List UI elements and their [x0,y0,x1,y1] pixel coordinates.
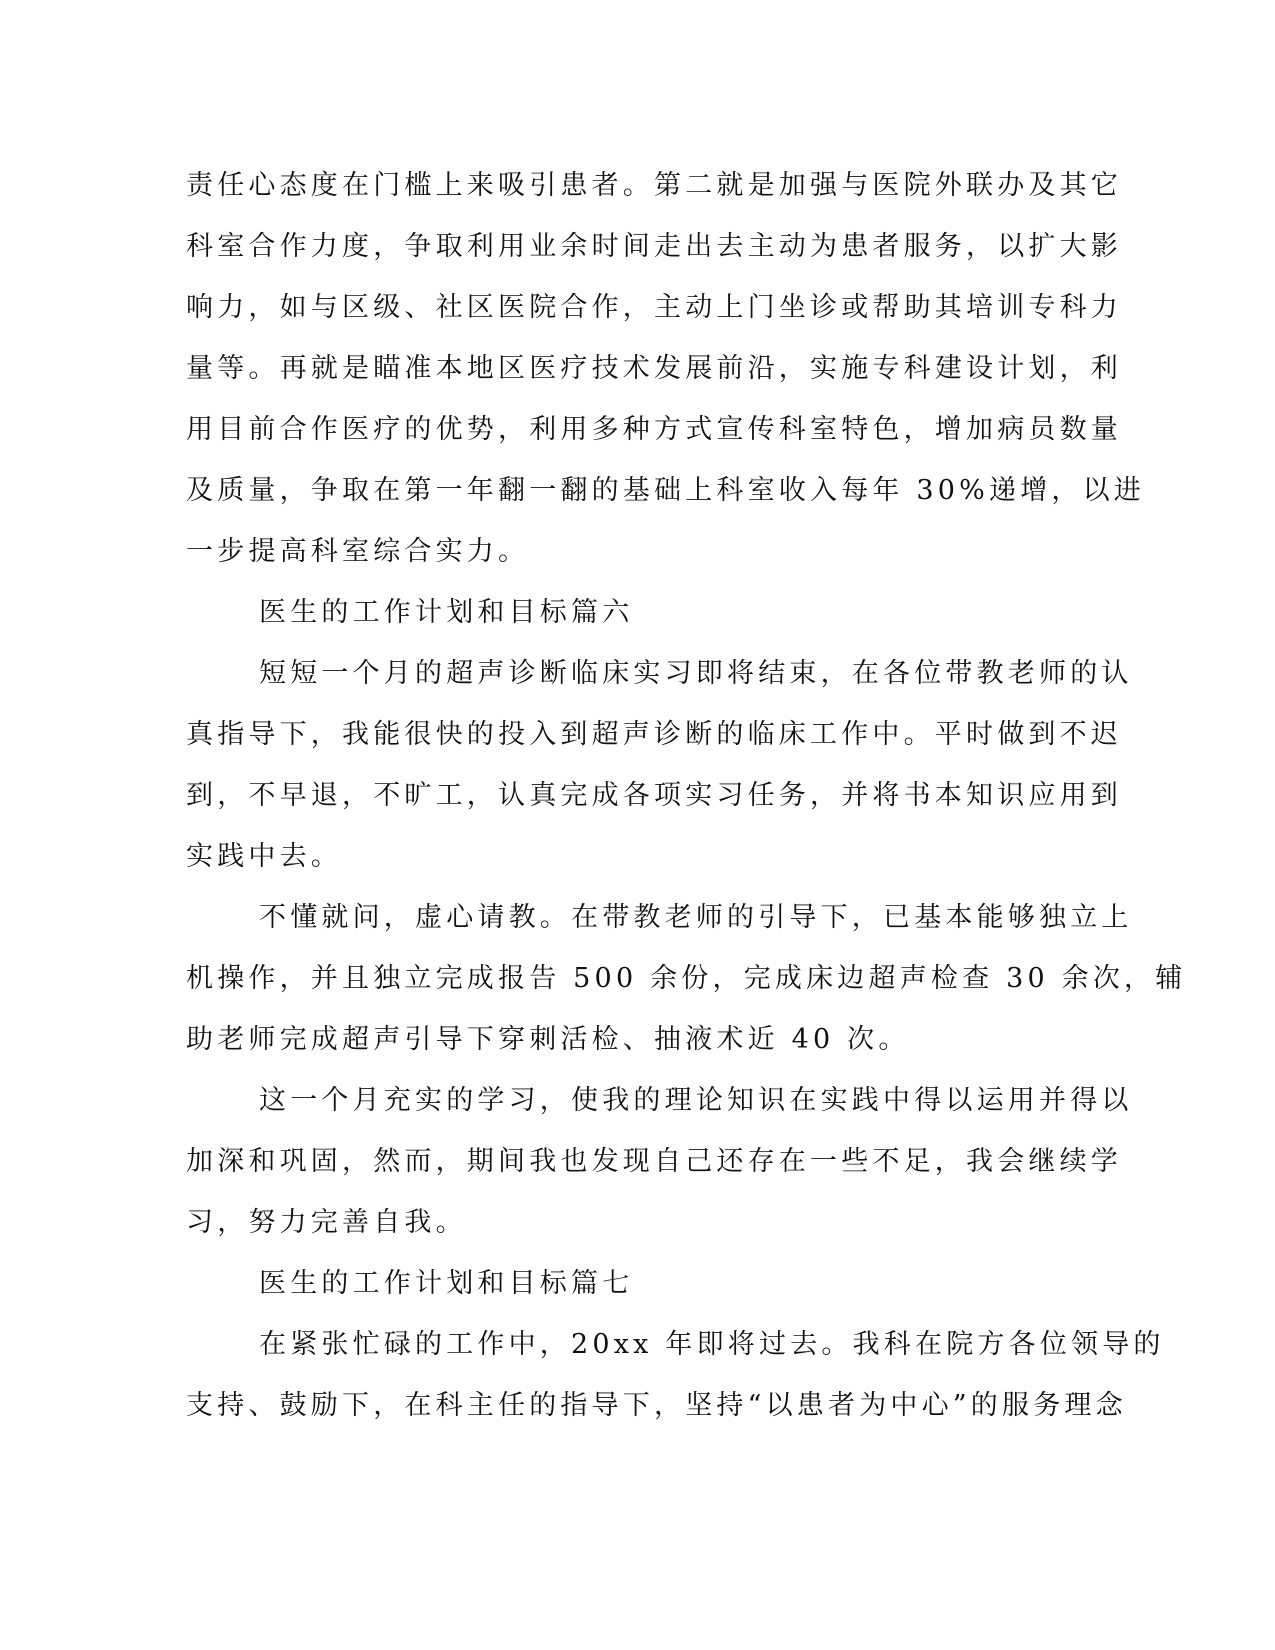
body-line: 加深和巩固，然而，期间我也发现自己还存在一些不足，我会继续学 [186,1146,1122,1177]
body-line: 到，不早退，不旷工，认真完成各项实习任务，并将书本知识应用到 [186,780,1122,811]
body-line: 习，努力完善自我。 [186,1207,467,1238]
body-line: 及质量，争取在第一年翻一翻的基础上科室收入每年 30%递增，以进 [186,475,1145,506]
paragraph-first-line: 这一个月充实的学习，使我的理论知识在实践中得以运用并得以 [259,1085,1133,1116]
body-line: 科室合作力度，争取利用业余时间走出去主动为患者服务，以扩大影 [186,231,1122,262]
body-line: 助老师完成超声引导下穿刺活检、抽液术近 40 次。 [186,1024,910,1055]
body-line: 响力，如与区级、社区医院合作，主动上门坐诊或帮助其培训专科力 [186,292,1122,323]
body-line: 真指导下，我能很快的投入到超声诊断的临床工作中。平时做到不迟 [186,719,1122,750]
body-line: 机操作，并且独立完成报告 500 余份，完成床边超声检查 30 余次，辅 [186,963,1187,994]
section-heading: 医生的工作计划和目标篇七 [259,1268,634,1299]
section-heading: 医生的工作计划和目标篇六 [259,597,634,628]
document-body [186,155,1187,1436]
body-line: 实践中去。 [186,841,342,872]
body-line: 一步提高科室综合实力。 [186,536,530,567]
body-line: 支持、鼓励下，在科主任的指导下，坚持“以患者为中心”的服务理念 [186,1390,1127,1421]
paragraph-first-line: 短短一个月的超声诊断临床实习即将结束，在各位带教老师的认 [259,658,1133,689]
paragraph-first-line: 不懂就问，虚心请教。在带教老师的引导下，已基本能够独立上 [259,902,1133,933]
body-line: 用目前合作医疗的优势，利用多种方式宣传科室特色，增加病员数量 [186,414,1122,445]
body-line: 量等。再就是瞄准本地区医疗技术发展前沿，实施专科建设计划，利 [186,353,1122,384]
body-line: 责任心态度在门槛上来吸引患者。第二就是加强与医院外联办及其它 [186,170,1122,201]
paragraph-first-line: 在紧张忙碌的工作中，20xx 年即将过去。我科在院方各位领导的 [259,1329,1165,1360]
